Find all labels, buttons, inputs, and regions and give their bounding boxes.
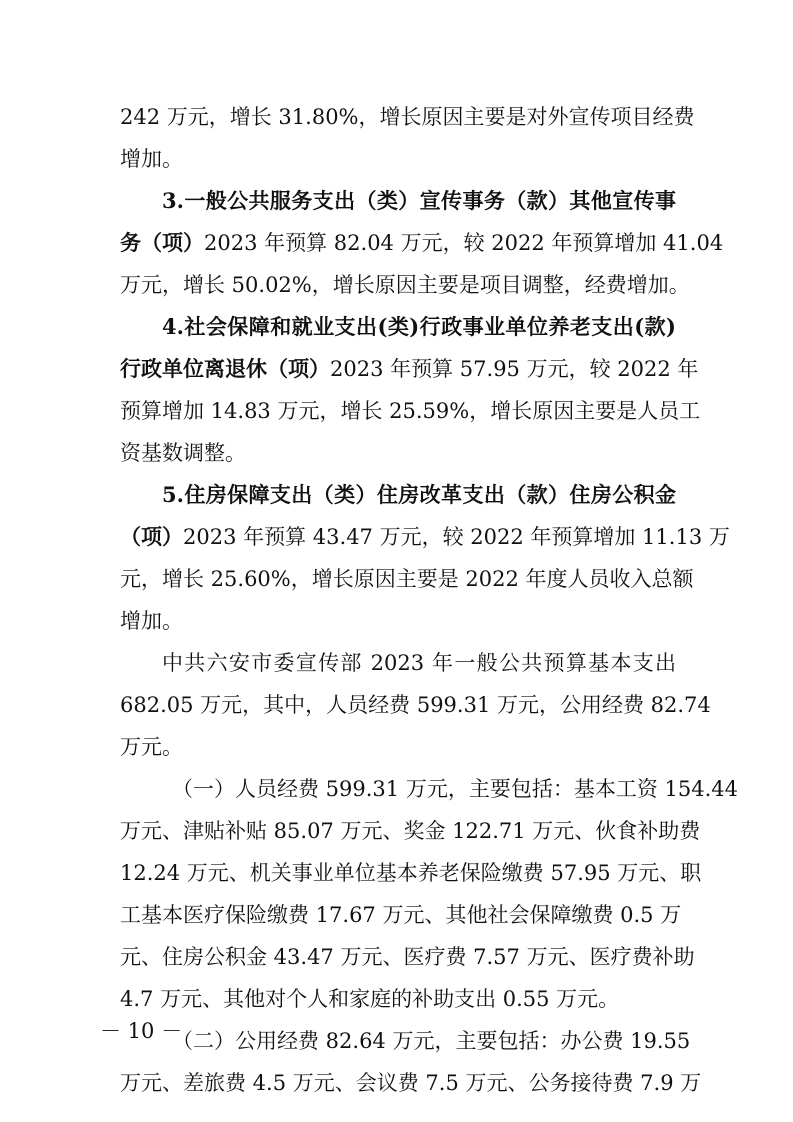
body-text: 增加。 <box>120 147 183 171</box>
text-line-15 <box>120 685 711 725</box>
text-line-10 <box>162 475 676 515</box>
text-line-22 <box>120 979 676 1019</box>
bold-heading-text: 3.一般公共服务支出（类）宣传事务（款）其他宣传事 <box>162 188 676 213</box>
body-text: 元，增长 25.60%，增长原因主要是 2022 年度人员收入总额 <box>120 567 694 591</box>
text-line-18 <box>120 811 701 851</box>
body-text: 万元、差旅费 4.5 万元、会议费 7.5 万元、公务接待费 7.9 万 <box>120 1071 702 1095</box>
body-text: 2023 年预算 43.47 万元，较 2022 年预算增加 11.13 万 <box>183 525 730 549</box>
text-line-6 <box>162 307 676 347</box>
body-text: 682.05 万元，其中，人员经费 599.31 万元，公用经费 82.74 <box>120 693 711 717</box>
text-line-8 <box>120 391 701 431</box>
text-line-19 <box>120 853 702 893</box>
body-text: 增加。 <box>120 609 183 633</box>
body-text: 万元，增长 50.02%，增长原因主要是项目调整，经费增加。 <box>120 273 690 297</box>
text-line-20 <box>120 895 682 935</box>
body-text: 预算增加 14.83 万元，增长 25.59%，增长原因主要是人员工 <box>120 399 701 423</box>
body-text: （二）公用经费 82.64 万元，主要包括：办公费 19.55 <box>172 1029 691 1053</box>
text-line-5 <box>120 265 690 305</box>
body-text: 2023 年预算 82.04 万元，较 2022 年预算增加 41.04 <box>204 231 724 255</box>
body-text: 12.24 万元、机关事业单位基本养老保险缴费 57.95 万元、职 <box>120 861 702 885</box>
bold-heading-text: 4.社会保障和就业支出(类)行政事业单位养老支出(款) <box>162 314 676 339</box>
bold-heading-text: 务（项） <box>120 230 204 255</box>
text-line-3 <box>162 181 676 221</box>
text-line-13 <box>120 601 676 641</box>
text-line-7 <box>120 349 699 389</box>
text-line-24 <box>120 1063 702 1103</box>
text-line-1 <box>120 97 695 137</box>
text-line-23 <box>172 1021 691 1061</box>
body-text: 资基数调整。 <box>120 441 246 465</box>
text-line-12 <box>120 559 694 599</box>
body-text: 2023 年预算 57.95 万元，较 2022 年 <box>330 357 699 381</box>
bold-heading-text: 行政单位离退休（项） <box>120 356 330 381</box>
bold-heading-text: 5.住房保障支出（类）住房改革支出（款）住房公积金 <box>162 482 676 507</box>
body-text: 工基本医疗保险缴费 17.67 万元、其他社会保障缴费 0.5 万 <box>120 903 682 927</box>
body-text: 中共六安市委宣传部 2023 年一般公共预算基本支出 <box>162 651 676 675</box>
text-line-14 <box>162 643 676 683</box>
text-line-11 <box>120 517 730 557</box>
text-line-4 <box>120 223 724 263</box>
text-line-17 <box>172 769 738 809</box>
text-line-21 <box>120 937 695 977</box>
text-line-2 <box>120 139 676 179</box>
body-text: 万元、津贴补贴 85.07 万元、奖金 122.71 万元、伙食补助费 <box>120 819 701 843</box>
text-line-16 <box>120 727 676 767</box>
text-line-9 <box>120 433 676 473</box>
bold-heading-text: （项） <box>120 524 183 549</box>
body-text: 4.7 万元、其他对个人和家庭的补助支出 0.55 万元。 <box>120 987 620 1011</box>
page-number: － 10 － <box>100 1019 183 1043</box>
body-text: 242 万元，增长 31.80%，增长原因主要是对外宣传项目经费 <box>120 105 695 129</box>
body-text: 元、住房公积金 43.47 万元、医疗费 7.57 万元、医疗费补助 <box>120 945 695 969</box>
body-text: 万元。 <box>120 735 183 759</box>
body-text: （一）人员经费 599.31 万元，主要包括：基本工资 154.44 <box>172 777 738 801</box>
